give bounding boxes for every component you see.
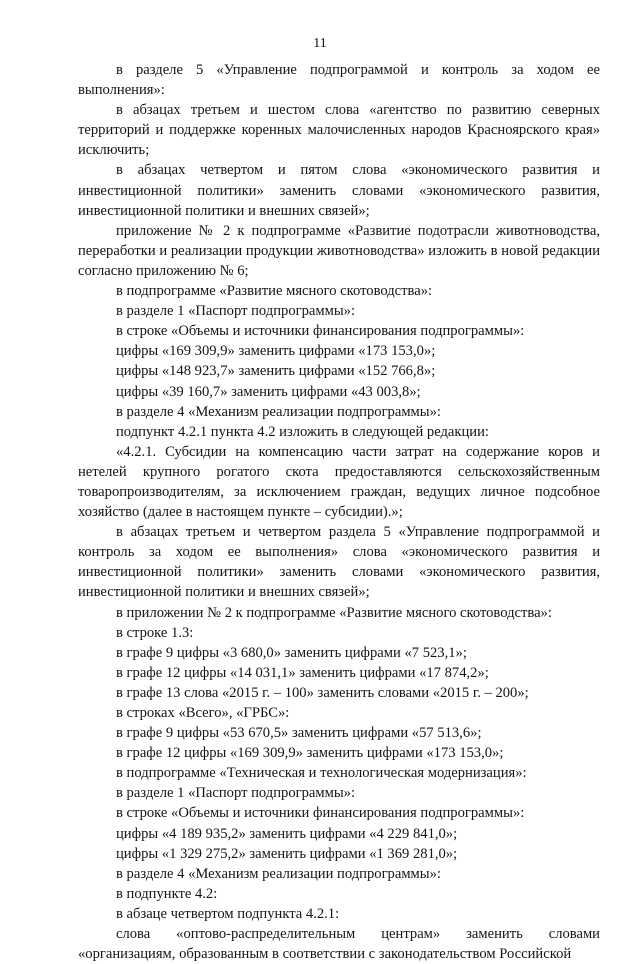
paragraph: цифры «39 160,7» заменить цифрами «43 003,8»; (116, 383, 421, 400)
paragraph: в графе 9 цифры «3 680,0» заменить цифрами «7 523,1»; (116, 644, 467, 661)
paragraph: в разделе 5 «Управление подпрограммой и контроль за ходом ее выполнения»: (78, 62, 600, 99)
paragraph: в абзацах четвертом и пятом слова «экономического развития и инвестиционной политики» заменить словами «экономического развития, инвестиционной политики и внешних связей»; (78, 162, 600, 219)
paragraph: в подпрограмме «Техническая и технологическая модернизация»: (116, 765, 527, 782)
paragraph: в абзаце четвертом подпункта 4.2.1: (116, 905, 340, 922)
paragraph: в строке «Объемы и источники финансирования подпрограммы»: (116, 323, 525, 340)
document-body (78, 60, 600, 964)
paragraph: цифры «148 923,7» заменить цифрами «152 766,8»; (116, 363, 436, 380)
paragraph: в абзацах третьем и четвертом раздела 5 «Управление подпрограммой и контроль за ходом ее выполнения» слова «экономического развития и инвестиционной политики» заменить словами «экономического развития, инвестиционной политики и внешних связей»; (78, 524, 600, 601)
paragraph: в строке «Объемы и источники финансирования подпрограммы»: (116, 805, 525, 822)
paragraph: в абзацах третьем и шестом слова «агентство по развитию северных территорий и поддержке коренных малочисленных народов Красноярского края» исключить; (78, 102, 600, 159)
paragraph: в подпункте 4.2: (116, 885, 218, 902)
paragraph: в разделе 1 «Паспорт подпрограммы»: (116, 785, 356, 802)
paragraph: в графе 12 цифры «169 309,9» заменить цифрами «173 153,0»; (116, 745, 504, 762)
paragraph: подпункт 4.2.1 пункта 4.2 изложить в следующей редакции: (116, 423, 489, 440)
paragraph: в разделе 4 «Механизм реализации подпрограммы»: (116, 403, 441, 420)
paragraph: цифры «4 189 935,2» заменить цифрами «4 229 841,0»; (116, 825, 458, 842)
paragraph: в разделе 1 «Паспорт подпрограммы»: (116, 303, 356, 320)
paragraph: «4.2.1. Субсидии на компенсацию части затрат на содержание коров и нетелей крупного рогатого скота предоставляются сельскохозяйственным товаропроизводителям, за исключением граждан, ведущих личное подсобное хозяйство (далее в настоящем пункте – субсидии).»; (78, 443, 600, 521)
paragraph: в разделе 4 «Механизм реализации подпрограммы»: (116, 865, 441, 882)
page-number: 11 (313, 36, 327, 51)
paragraph: в графе 9 цифры «53 670,5» заменить цифрами «57 513,6»; (116, 725, 482, 742)
paragraph: в строке 1.3: (116, 624, 194, 641)
paragraph: в строках «Всего», «ГРБС»: (116, 705, 290, 721)
paragraph: в приложении № 2 к подпрограмме «Развитие мясного скотоводства»: (116, 604, 552, 621)
paragraph: цифры «1 329 275,2» заменить цифрами «1 369 281,0»; (116, 845, 458, 862)
paragraph: в подпрограмме «Развитие мясного скотоводства»: (116, 283, 433, 300)
paragraph: цифры «169 309,9» заменить цифрами «173 153,0»; (116, 343, 436, 360)
paragraph: слова «оптово-распределительным центрам» заменить словами «организациям, образованным в соответствии с законодательством Российской (78, 926, 600, 963)
paragraph: в графе 12 цифры «14 031,1» заменить цифрами «17 874,2»; (116, 664, 489, 681)
paragraph: в графе 13 слова «2015 г. – 100» заменить словами «2015 г. – 200»; (116, 684, 529, 701)
paragraph: приложение № 2 к подпрограмме «Развитие подотрасли животноводства, переработки и реализации продукции животноводства» изложить в новой редакции согласно приложению № 6; (78, 222, 600, 279)
